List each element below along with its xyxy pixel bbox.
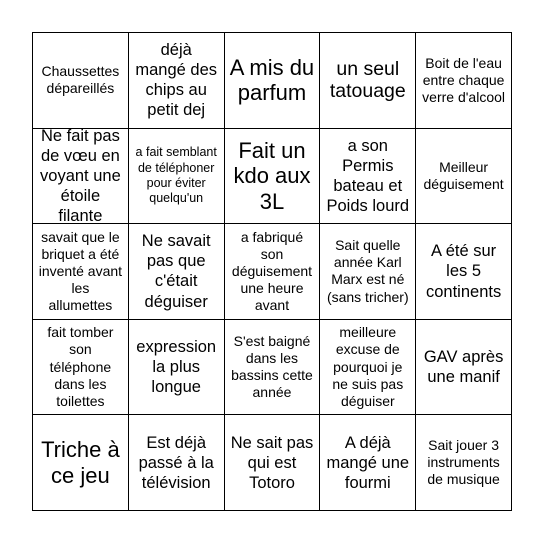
bingo-cell-text: a son Permis bateau et Poids lourd xyxy=(326,136,410,216)
bingo-cell-5-5[interactable] xyxy=(416,415,512,511)
bingo-cell-3-1[interactable] xyxy=(33,224,129,320)
bingo-cell-text: Sait quelle année Karl Marx est né (sans tricher) xyxy=(326,237,409,305)
bingo-cell-5-2[interactable] xyxy=(129,415,225,511)
bingo-cell-1-4[interactable] xyxy=(320,33,416,129)
bingo-cell-1-5[interactable] xyxy=(416,33,512,129)
bingo-cell-5-1[interactable] xyxy=(33,415,129,511)
bingo-cell-text: savait que le briquet a été inventé avant les allumettes xyxy=(38,228,123,314)
bingo-cell-text: déjà mangé des chips au petit dej xyxy=(135,41,218,120)
bingo-cell-text: Est déjà passé à la télévision xyxy=(138,433,214,492)
bingo-cell-text: un seul tatouage xyxy=(329,57,406,103)
bingo-cell-1-3[interactable] xyxy=(225,33,321,129)
bingo-cell-text: A mis du parfum xyxy=(229,55,315,106)
bingo-cell-text: a fait semblant de téléphoner pour éviter quelqu'un xyxy=(135,145,217,206)
bingo-cell-2-2[interactable] xyxy=(129,129,225,225)
bingo-cell-text: Boit de l'eau entre chaque verre d'alcool xyxy=(422,54,505,105)
bingo-cell-text: A été sur les 5 continents xyxy=(425,242,502,301)
bingo-cell-text: a fabriqué son déguisement une heure avant xyxy=(231,228,313,314)
bingo-cell-2-1[interactable] xyxy=(33,129,129,225)
bingo-cell-text: Ne savait pas que c'était déguiser xyxy=(141,232,211,311)
bingo-cell-2-5[interactable] xyxy=(416,129,512,225)
bingo-cell-text: Meilleur déguisement xyxy=(423,158,504,192)
bingo-cell-5-4[interactable] xyxy=(320,415,416,511)
bingo-cell-text: GAV après une manif xyxy=(423,347,504,387)
bingo-cell-text: Triche à ce jeu xyxy=(41,437,120,488)
bingo-cell-3-4[interactable] xyxy=(320,224,416,320)
bingo-cell-text: meilleure excuse de pourquoi je ne suis pas déguiser xyxy=(332,324,404,409)
bingo-cell-text: A déjà mangé une fourmi xyxy=(326,433,410,492)
bingo-grid xyxy=(32,32,512,511)
bingo-cell-text: fait tomber son téléphone dans les toilettes xyxy=(47,324,114,409)
bingo-cell-2-4[interactable] xyxy=(320,129,416,225)
bingo-cell-1-2[interactable] xyxy=(129,33,225,129)
bingo-cell-2-3[interactable] xyxy=(225,129,321,225)
bingo-cell-4-3[interactable] xyxy=(225,320,321,416)
bingo-cell-5-3[interactable] xyxy=(225,415,321,511)
bingo-cell-3-2[interactable] xyxy=(129,224,225,320)
bingo-cell-text: Chaussettes dépareillés xyxy=(41,63,120,97)
bingo-cell-text: Ne sait pas qui est Totoro xyxy=(230,433,314,492)
bingo-cell-4-1[interactable] xyxy=(33,320,129,416)
bingo-cell-3-5[interactable] xyxy=(416,224,512,320)
bingo-cell-4-4[interactable] xyxy=(320,320,416,416)
bingo-cell-3-3[interactable] xyxy=(225,224,321,320)
bingo-cell-text: expression la plus longue xyxy=(136,337,217,397)
bingo-cell-4-2[interactable] xyxy=(129,320,225,416)
bingo-cell-text: Fait un kdo aux 3L xyxy=(233,137,311,214)
bingo-cell-1-1[interactable] xyxy=(33,33,129,129)
bingo-cell-text: S'est baigné dans les bassins cette année xyxy=(231,332,313,401)
bingo-cell-text: Ne fait pas de vœu en voyant une étoile filante xyxy=(40,128,121,225)
bingo-cell-text: Sait jouer 3 instruments de musique xyxy=(427,437,500,488)
bingo-cell-4-5[interactable] xyxy=(416,320,512,416)
